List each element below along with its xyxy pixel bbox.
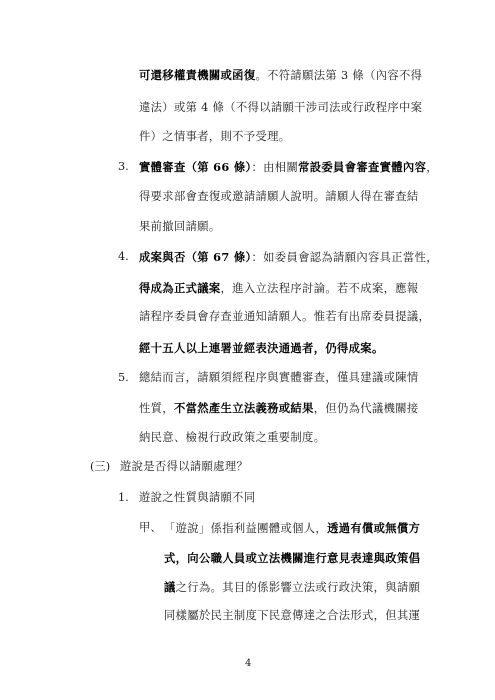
text-line: [139, 341, 384, 356]
text-line: [139, 371, 419, 385]
bold-text: 成案與否（第 67 條）: [139, 250, 252, 264]
body-text: 果前撤回請願。: [139, 220, 221, 233]
body-text: ，進入立法程序討論。若不成案，應報: [220, 282, 419, 295]
text-line: [164, 609, 420, 623]
body-text: 件）之情事者，則不予受理。: [139, 130, 291, 143]
list-marker-5: 5.: [118, 371, 129, 384]
list-marker-4: 4.: [118, 250, 129, 263]
body-text: 。不符請願法第 3 條（內容不得: [255, 69, 423, 82]
body-text: 違法）或第 4 條（不得以請願干涉司法或行政程序中案: [139, 101, 423, 114]
text-line: [139, 68, 422, 83]
body-text: ，但仍為代議機關接: [313, 402, 419, 415]
body-text: ：如委員會認為請願內容具正當性，: [251, 251, 438, 264]
bold-text: 透過有償或無償方: [327, 521, 421, 535]
section-heading: [120, 460, 248, 474]
text-line: [164, 580, 420, 595]
body-text: 請程序委員會存查並通知請願人。惟若有出席委員提議，: [139, 310, 431, 323]
bold-text: 經十五人以上連署並經表決通過者，仍得成案。: [139, 341, 384, 355]
body-text: 得要求部會查復或邀請請願人說明。請願人得在審查結: [139, 190, 419, 203]
text-line: [139, 431, 325, 445]
body-text: 之行為。其目的係影響立法或行政決策，與請願: [175, 581, 421, 594]
bold-text: 實體審查（第 66 條）: [139, 160, 252, 174]
text-line: [164, 551, 420, 566]
body-text: 「遊說」係指利益團體或個人，: [164, 522, 328, 535]
body-text: 同樣屬於民主制度下民意傳達之合法形式，但其運: [164, 609, 421, 622]
body-text: 遊說是否得以請願處理？: [120, 460, 249, 473]
text-line: [164, 521, 420, 536]
text-line: [139, 220, 221, 234]
bold-text: 可還移權責機關或函復: [139, 68, 256, 82]
body-text: 納民意、檢視行政政策之重要制度。: [139, 431, 326, 444]
body-text: 性質，: [139, 402, 174, 415]
bold-text: 常設委員會審查實體內容: [298, 160, 427, 174]
bold-text: 議: [164, 580, 176, 594]
text-line: [139, 310, 430, 324]
body-text: 總結而言，請願須經程序與實體審查，僅具建議或陳情: [139, 371, 419, 384]
text-line: [139, 101, 422, 115]
text-line: [139, 250, 438, 265]
text-line: [139, 281, 419, 296]
body-text: 遊說之性質與請願不同: [139, 491, 256, 504]
subsection-heading: [139, 491, 255, 505]
bold-text: 得成為正式議案: [139, 281, 221, 295]
text-line: [139, 130, 290, 144]
subsection-marker: 1.: [118, 491, 129, 504]
text-line: [139, 190, 419, 204]
section-marker: (三): [90, 460, 111, 473]
list-marker-3: 3.: [118, 160, 129, 173]
body-text: ，: [426, 161, 438, 174]
bold-text: 不當然產生立法義務或結果: [173, 401, 314, 415]
item-marker: 甲、: [139, 521, 162, 534]
body-text: ：由相關: [251, 161, 299, 174]
text-line: [139, 160, 438, 175]
bold-text: 式，向公職人員或立法機關進行意見表達與政策倡: [164, 551, 421, 565]
text-line: [139, 401, 419, 416]
page-number: 4: [245, 658, 252, 669]
